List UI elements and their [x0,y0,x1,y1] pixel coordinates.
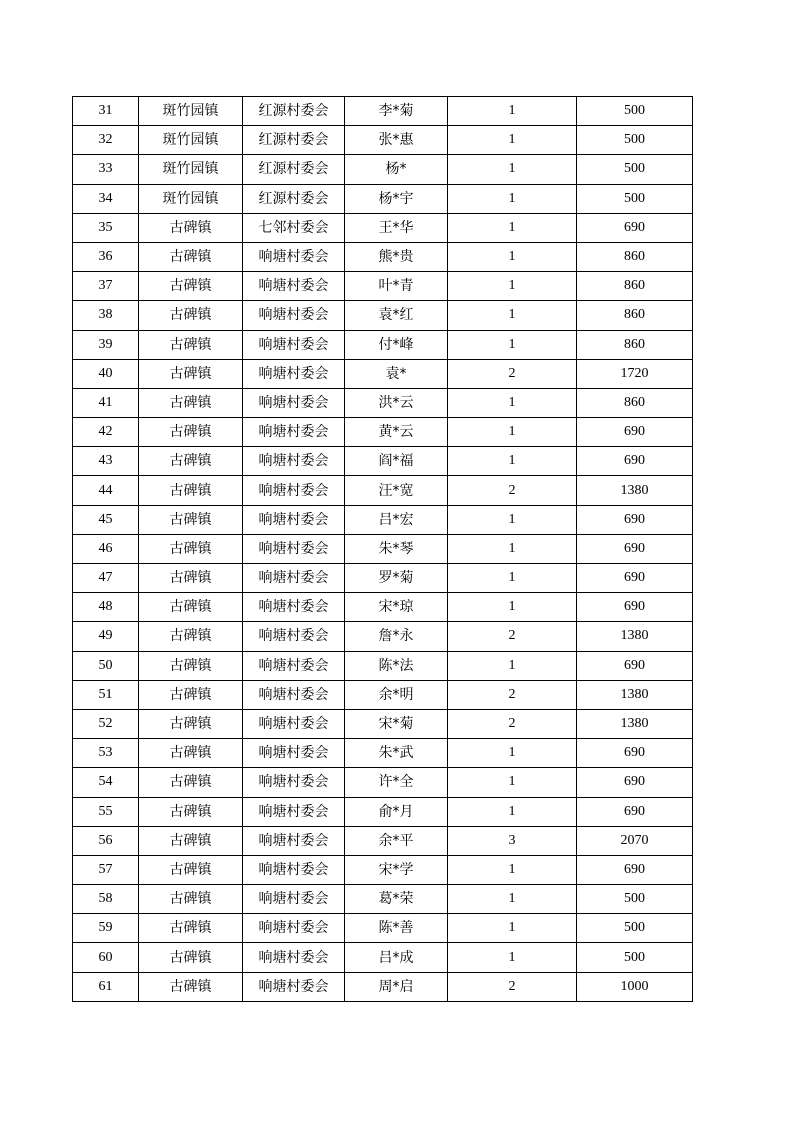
village-committee-cell: 响塘村委会 [243,797,345,826]
table-row [73,272,693,301]
village-committee-cell: 响塘村委会 [243,418,345,447]
village-committee-cell: 响塘村委会 [243,943,345,972]
amount-cell: 690 [577,797,693,826]
person-name-cell: 陈*法 [345,651,448,680]
person-name-cell: 詹*永 [345,622,448,651]
person-name-cell: 叶*青 [345,272,448,301]
amount-cell: 500 [577,943,693,972]
person-name-cell: 宋*琼 [345,593,448,622]
row-number-cell: 51 [73,680,139,709]
table-row [73,914,693,943]
person-name-cell: 周*启 [345,972,448,1001]
village-committee-cell: 响塘村委会 [243,709,345,738]
count-cell: 1 [448,855,577,884]
town-cell: 斑竹园镇 [139,155,243,184]
village-committee-cell: 响塘村委会 [243,914,345,943]
person-name-cell: 杨*宇 [345,184,448,213]
village-committee-cell: 响塘村委会 [243,564,345,593]
count-cell: 1 [448,739,577,768]
person-name-cell: 黄*云 [345,418,448,447]
village-committee-cell: 响塘村委会 [243,680,345,709]
village-committee-cell: 红源村委会 [243,184,345,213]
count-cell: 1 [448,505,577,534]
amount-cell: 690 [577,213,693,242]
table-row [73,301,693,330]
town-cell: 古碑镇 [139,301,243,330]
row-number-cell: 57 [73,855,139,884]
amount-cell: 1380 [577,622,693,651]
count-cell: 1 [448,534,577,563]
amount-cell: 2070 [577,826,693,855]
town-cell: 古碑镇 [139,593,243,622]
person-name-cell: 熊*贵 [345,242,448,271]
amount-cell: 690 [577,418,693,447]
village-committee-cell: 响塘村委会 [243,301,345,330]
village-committee-cell: 响塘村委会 [243,739,345,768]
amount-cell: 500 [577,885,693,914]
person-name-cell: 汪*宽 [345,476,448,505]
amount-cell: 690 [577,768,693,797]
table-row [73,476,693,505]
table-row [73,768,693,797]
count-cell: 1 [448,768,577,797]
town-cell: 古碑镇 [139,972,243,1001]
village-committee-cell: 响塘村委会 [243,855,345,884]
town-cell: 古碑镇 [139,651,243,680]
table-row [73,184,693,213]
table-row [73,242,693,271]
count-cell: 1 [448,885,577,914]
row-number-cell: 36 [73,242,139,271]
table-row [73,709,693,738]
row-number-cell: 50 [73,651,139,680]
row-number-cell: 40 [73,359,139,388]
table-row [73,622,693,651]
row-number-cell: 32 [73,126,139,155]
row-number-cell: 59 [73,914,139,943]
count-cell: 1 [448,97,577,126]
row-number-cell: 61 [73,972,139,1001]
table-row [73,534,693,563]
table-row [73,826,693,855]
row-number-cell: 53 [73,739,139,768]
person-name-cell: 袁*红 [345,301,448,330]
town-cell: 古碑镇 [139,797,243,826]
table-row [73,418,693,447]
town-cell: 斑竹园镇 [139,184,243,213]
person-name-cell: 陈*善 [345,914,448,943]
table-row [73,855,693,884]
village-committee-cell: 响塘村委会 [243,826,345,855]
amount-cell: 500 [577,155,693,184]
person-name-cell: 宋*学 [345,855,448,884]
person-name-cell: 李*菊 [345,97,448,126]
count-cell: 2 [448,972,577,1001]
town-cell: 古碑镇 [139,739,243,768]
row-number-cell: 54 [73,768,139,797]
amount-cell: 1380 [577,709,693,738]
count-cell: 2 [448,709,577,738]
person-name-cell: 杨* [345,155,448,184]
amount-cell: 860 [577,330,693,359]
table-row [73,330,693,359]
town-cell: 古碑镇 [139,855,243,884]
row-number-cell: 58 [73,885,139,914]
town-cell: 古碑镇 [139,943,243,972]
row-number-cell: 48 [73,593,139,622]
table-row [73,359,693,388]
village-committee-cell: 响塘村委会 [243,593,345,622]
row-number-cell: 52 [73,709,139,738]
count-cell: 1 [448,593,577,622]
amount-cell: 690 [577,447,693,476]
count-cell: 3 [448,826,577,855]
row-number-cell: 35 [73,213,139,242]
row-number-cell: 34 [73,184,139,213]
row-number-cell: 47 [73,564,139,593]
row-number-cell: 42 [73,418,139,447]
person-name-cell: 朱*琴 [345,534,448,563]
town-cell: 古碑镇 [139,418,243,447]
table-row [73,564,693,593]
count-cell: 2 [448,359,577,388]
village-committee-cell: 响塘村委会 [243,476,345,505]
village-committee-cell: 红源村委会 [243,126,345,155]
count-cell: 1 [448,155,577,184]
count-cell: 1 [448,651,577,680]
person-name-cell: 吕*宏 [345,505,448,534]
amount-cell: 1380 [577,680,693,709]
amount-cell: 1000 [577,972,693,1001]
person-name-cell: 余*明 [345,680,448,709]
row-number-cell: 33 [73,155,139,184]
table-row [73,213,693,242]
town-cell: 古碑镇 [139,213,243,242]
data-table [72,96,693,1002]
amount-cell: 690 [577,739,693,768]
amount-cell: 690 [577,855,693,884]
town-cell: 古碑镇 [139,768,243,797]
town-cell: 古碑镇 [139,272,243,301]
person-name-cell: 洪*云 [345,388,448,417]
town-cell: 古碑镇 [139,885,243,914]
row-number-cell: 49 [73,622,139,651]
person-name-cell: 许*全 [345,768,448,797]
count-cell: 1 [448,242,577,271]
table-row [73,388,693,417]
row-number-cell: 43 [73,447,139,476]
village-committee-cell: 七邻村委会 [243,213,345,242]
town-cell: 古碑镇 [139,359,243,388]
table-body [73,97,693,1002]
town-cell: 古碑镇 [139,330,243,359]
person-name-cell: 葛*荣 [345,885,448,914]
village-committee-cell: 响塘村委会 [243,359,345,388]
table-row [73,447,693,476]
count-cell: 1 [448,213,577,242]
village-committee-cell: 响塘村委会 [243,972,345,1001]
town-cell: 斑竹园镇 [139,97,243,126]
table-row [73,97,693,126]
town-cell: 古碑镇 [139,534,243,563]
village-committee-cell: 响塘村委会 [243,622,345,651]
person-name-cell: 俞*月 [345,797,448,826]
row-number-cell: 45 [73,505,139,534]
village-committee-cell: 响塘村委会 [243,534,345,563]
person-name-cell: 罗*菊 [345,564,448,593]
village-committee-cell: 响塘村委会 [243,885,345,914]
table-row [73,943,693,972]
amount-cell: 500 [577,126,693,155]
row-number-cell: 44 [73,476,139,505]
count-cell: 1 [448,447,577,476]
amount-cell: 1380 [577,476,693,505]
row-number-cell: 39 [73,330,139,359]
row-number-cell: 38 [73,301,139,330]
village-committee-cell: 响塘村委会 [243,768,345,797]
amount-cell: 690 [577,564,693,593]
amount-cell: 690 [577,593,693,622]
person-name-cell: 宋*菊 [345,709,448,738]
amount-cell: 860 [577,301,693,330]
town-cell: 古碑镇 [139,447,243,476]
amount-cell: 860 [577,388,693,417]
amount-cell: 860 [577,272,693,301]
count-cell: 1 [448,272,577,301]
person-name-cell: 付*峰 [345,330,448,359]
person-name-cell: 张*惠 [345,126,448,155]
table-row [73,126,693,155]
person-name-cell: 阎*福 [345,447,448,476]
town-cell: 古碑镇 [139,709,243,738]
amount-cell: 690 [577,534,693,563]
row-number-cell: 41 [73,388,139,417]
row-number-cell: 56 [73,826,139,855]
count-cell: 1 [448,184,577,213]
person-name-cell: 王*华 [345,213,448,242]
table-row [73,505,693,534]
count-cell: 1 [448,418,577,447]
table-row [73,797,693,826]
amount-cell: 1720 [577,359,693,388]
count-cell: 2 [448,476,577,505]
count-cell: 1 [448,301,577,330]
town-cell: 斑竹园镇 [139,126,243,155]
town-cell: 古碑镇 [139,242,243,271]
village-committee-cell: 响塘村委会 [243,272,345,301]
town-cell: 古碑镇 [139,476,243,505]
village-committee-cell: 响塘村委会 [243,330,345,359]
amount-cell: 500 [577,184,693,213]
table-row [73,972,693,1001]
amount-cell: 500 [577,914,693,943]
count-cell: 2 [448,622,577,651]
table-row [73,593,693,622]
count-cell: 1 [448,330,577,359]
row-number-cell: 55 [73,797,139,826]
table-row [73,680,693,709]
village-committee-cell: 红源村委会 [243,155,345,184]
row-number-cell: 46 [73,534,139,563]
town-cell: 古碑镇 [139,914,243,943]
count-cell: 1 [448,797,577,826]
person-name-cell: 袁* [345,359,448,388]
village-committee-cell: 红源村委会 [243,97,345,126]
row-number-cell: 31 [73,97,139,126]
town-cell: 古碑镇 [139,505,243,534]
row-number-cell: 60 [73,943,139,972]
table-row [73,739,693,768]
row-number-cell: 37 [73,272,139,301]
village-committee-cell: 响塘村委会 [243,242,345,271]
person-name-cell: 吕*成 [345,943,448,972]
person-name-cell: 余*平 [345,826,448,855]
village-committee-cell: 响塘村委会 [243,505,345,534]
town-cell: 古碑镇 [139,826,243,855]
amount-cell: 500 [577,97,693,126]
table-row [73,885,693,914]
count-cell: 1 [448,943,577,972]
town-cell: 古碑镇 [139,388,243,417]
person-name-cell: 朱*武 [345,739,448,768]
table-row [73,155,693,184]
amount-cell: 690 [577,505,693,534]
village-committee-cell: 响塘村委会 [243,447,345,476]
village-committee-cell: 响塘村委会 [243,651,345,680]
town-cell: 古碑镇 [139,564,243,593]
table-row [73,651,693,680]
amount-cell: 860 [577,242,693,271]
count-cell: 1 [448,564,577,593]
count-cell: 1 [448,126,577,155]
village-committee-cell: 响塘村委会 [243,388,345,417]
town-cell: 古碑镇 [139,680,243,709]
amount-cell: 690 [577,651,693,680]
count-cell: 1 [448,388,577,417]
count-cell: 1 [448,914,577,943]
count-cell: 2 [448,680,577,709]
town-cell: 古碑镇 [139,622,243,651]
